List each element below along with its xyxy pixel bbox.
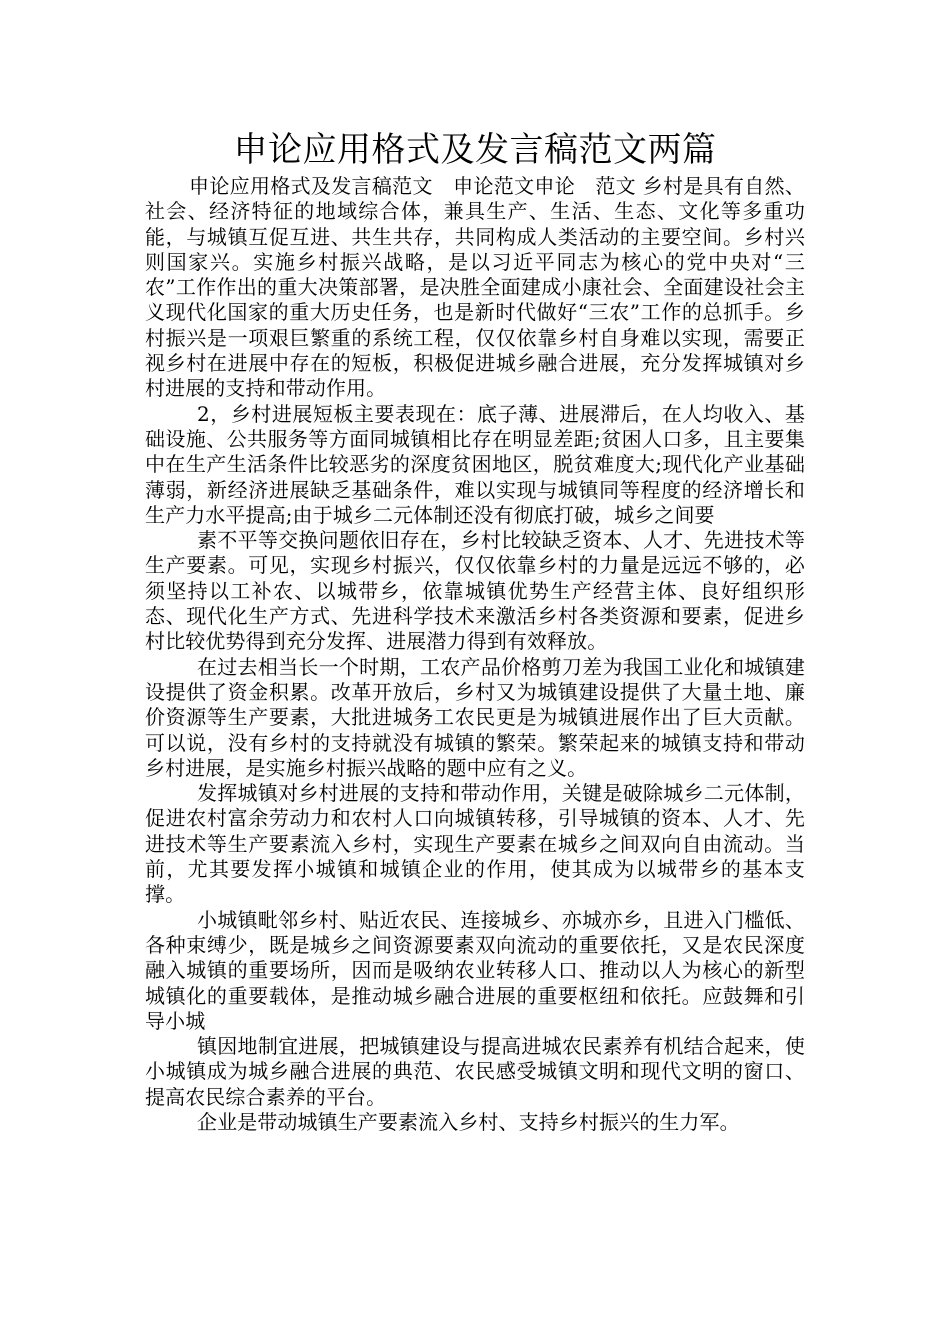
paragraph-3: 素不平等交换问题依旧存在，乡村比较缺乏资本、人才、先进技术等生产要素。可见，实现乡村振兴，仅仅依靠乡村的力量是远远不够的，必须坚持以工补农、以城带乡，依靠城镇优势生产经营主体、良好组织形态、现代化生产方式、先进科学技术来激活乡村各类资源和要素，促进乡村比较优势得到充分发挥、进展潜力得到有效释放。 — [145, 528, 805, 654]
paragraph-1: 申论应用格式及发言稿范文 申论范文申论 范文 乡村是具有自然、社会、经济特征的地域综合体，兼具生产、生活、生态、文化等多重功能，与城镇互促互进、共生共存，共同构成人类活动的主要空间。乡村兴则国家兴。实施乡村振兴战略，是以习近平同志为核心的党中央对“三农”工作作出的重大决策部署，是决胜全面建成小康社会、全面建设社会主义现代化国家的重大历史任务，也是新时代做好“三农”工作的总抓手。乡村振兴是一项艰巨繁重的系统工程，仅仅依靠乡村自身难以实现，需要正视乡村在进展中存在的短板，积极促进城乡融合进展，充分发挥城镇对乡村进展的支持和带动作用。 — [145, 174, 805, 401]
paragraph-8: 企业是带动城镇生产要素流入乡村、支持乡村振兴的生力军。 — [197, 1109, 740, 1134]
paragraph-7: 镇因地制宜进展，把城镇建设与提高进城农民素养有机结合起来，使小城镇成为城乡融合进展的典范、农民感受城镇文明和现代文明的窗口、提高农民综合素养的平台。 — [145, 1034, 805, 1109]
document-title: 申论应用格式及发言稿范文两篇 — [233, 130, 717, 170]
paragraph-2: 2，乡村进展短板主要表现在：底子薄、进展滞后，在人均收入、基础设施、公共服务等方面同城镇相比存在明显差距;贫困人口多，且主要集中在生产生活条件比较恶劣的深度贫困地区，脱贫难度大;现代化产业基础薄弱，新经济进展缺乏基础条件，难以实现与城镇同等程度的经济增长和生产力水平提高;由于城乡二元体制还没有彻底打破，城乡之间要 — [145, 401, 805, 527]
paragraph-4: 在过去相当长一个时期，工农产品价格剪刀差为我国工业化和城镇建设提供了资金积累。改革开放后，乡村又为城镇建设提供了大量土地、廉价资源等生产要素，大批进城务工农民更是为城镇进展作出了巨大贡献。可以说，没有乡村的支持就没有城镇的繁荣。繁荣起来的城镇支持和带动乡村进展，是实施乡村振兴战略的题中应有之义。 — [145, 654, 805, 780]
paragraph-5: 发挥城镇对乡村进展的支持和带动作用，关键是破除城乡二元体制，促进农村富余劳动力和农村人口向城镇转移，引导城镇的资本、人才、先进技术等生产要素流入乡村，实现生产要素在城乡之间双向自由流动。当前，尤其要发挥小城镇和城镇企业的作用，使其成为以城带乡的基本支撑。 — [145, 781, 805, 907]
document-body — [145, 174, 805, 1135]
paragraph-6: 小城镇毗邻乡村、贴近农民、连接城乡、亦城亦乡，且进入门槛低、各种束缚少，既是城乡之间资源要素双向流动的重要依托，又是农民深度融入城镇的重要场所，因而是吸纳农业转移人口、推动以人为核心的新型城镇化的重要载体，是推动城乡融合进展的重要枢纽和依托。应鼓舞和引导小城 — [145, 907, 805, 1033]
